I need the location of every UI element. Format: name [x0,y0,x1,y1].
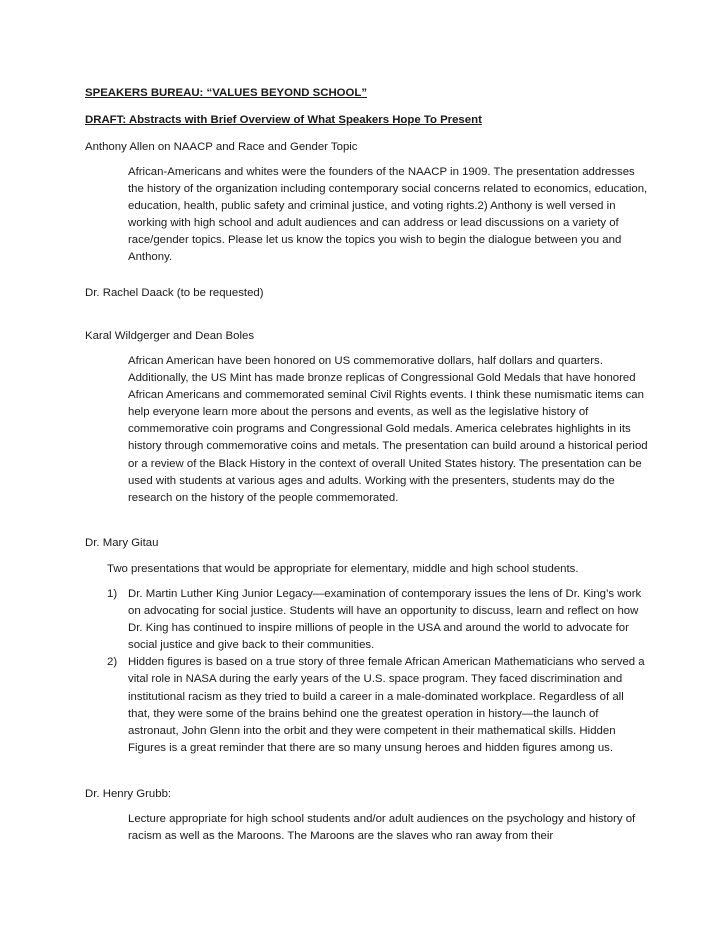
list-item-number: 2) [107,656,118,669]
speaker-name-allen: Anthony Allen on NAACP and Race and Gender Topic [85,141,358,153]
list-item [107,586,647,654]
abstract-allen: African-Americans and whites were the founders of the NAACP in 1909. The presentation addresses the history of the organization including contemporary social concerns related to economics, education, education, health, public safety and criminal justice, and voting rights.2) Anthony is well versed in working with high school and adult audiences and can address or lead discussions on a variety of race/gender topics. Please let us know the topics you wish to begin the dialogue between you and Anthony. [128,166,648,264]
document-subtitle: DRAFT: Abstracts with Brief Overview of What Speakers Hope To Present [85,114,482,126]
speaker-name-grubb: Dr. Henry Grubb: [85,788,172,800]
presentation-list-gitau [107,586,647,757]
speaker-name-wildgerger-boles: Karal Wildgerger and Dean Boles [85,330,255,342]
abstract-grubb: Lecture appropriate for high school students and/or adult audiences on the psychology and history of racism as well as the Maroons. The Maroons are the slaves who ran away from their [128,813,636,843]
speaker-name-gitau: Dr. Mary Gitau [85,537,159,549]
list-item-text: Hidden figures is based on a true story of three female African American Mathematicians who served a vital role in NASA during the early years of the U.S. space program. They faced discrimination and institutional racism as they tried to build a career in a male-dominated workplace. Regardless of all that, they were some of the brains behind one the greatest operation in history—the launch of astronaut, John Glenn into the orbit and they were competent in their mathematical skills. Hidden Figures is a great reminder that there are so many unsung heroes and hidden figures among us. [128,656,645,754]
abstract-wildgerger-boles: African American have been honored on US commemorative dollars, half dollars and quarters. Additionally, the US Mint has made bronze replicas of Congressional Gold Medals that have honored African Americans and commemorated seminal Civil Rights events. I think these numismatic items can help everyone learn more about the persons and events, as well as the legislative history of commemorative coin programs and Congressional Gold medals. America celebrates highlights in its history through commemorative coins and metals. The presentation can build around a historical period or a review of the Black History in the context of overall United States history. The presentation can be used with students at various ages and adults. Working with the presenters, students may do the research on the history of the people commemorated. [128,355,648,504]
list-item-text: Dr. Martin Luther King Junior Legacy—examination of contemporary issues the lens of Dr. King’s work on advocating for social justice. Students will have an opportunity to discuss, learn and reflect on how Dr. King has continued to inspire millions of people in the USA and around the world to advocate for social justice and give back to their communities. [128,588,642,652]
list-item [107,654,647,757]
document-title: SPEAKERS BUREAU: “VALUES BEYOND SCHOOL” [85,87,368,99]
list-item-number: 1) [107,588,118,600]
speaker-name-daack: Dr. Rachel Daack (to be requested) [85,287,264,299]
intro-gitau: Two presentations that would be appropriate for elementary, middle and high school students. [107,563,579,575]
